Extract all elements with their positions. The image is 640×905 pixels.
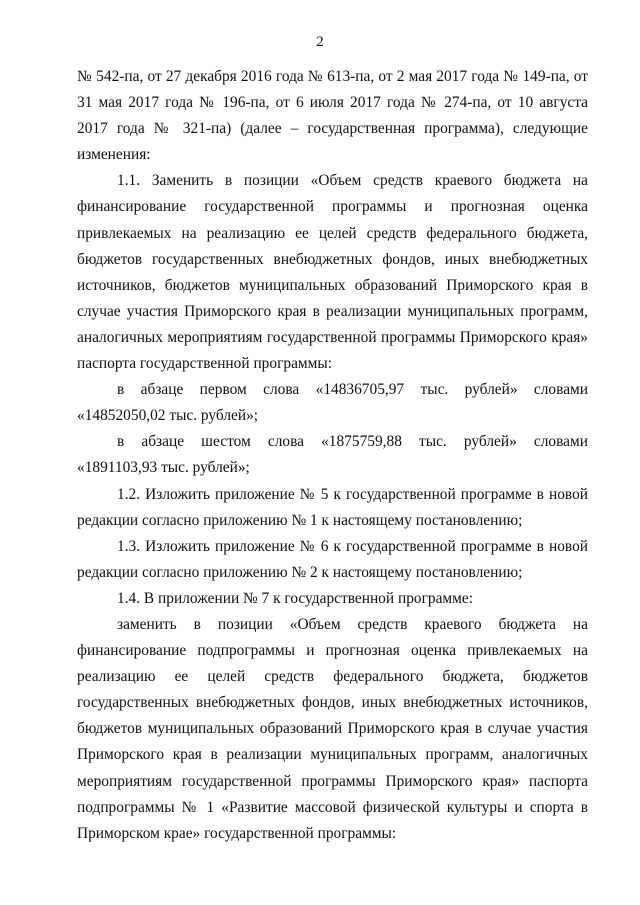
- document-body: [77, 64, 588, 847]
- text-line: финансирование подпрограммы и прогнозная оценка привлекаемых на: [77, 642, 588, 660]
- text-line: «1891103,93 тыс. рублей»;: [77, 459, 250, 477]
- text-line: источников, бюджетов муниципальных образований Приморского края в: [77, 276, 588, 294]
- text-line: Приморском крае» государственной программы:: [77, 824, 397, 842]
- text-line: случае участия Приморского края в реализации муниципальных программ,: [77, 302, 588, 320]
- text-line: 1.2. Изложить приложение № 5 к государственной программе в новой: [117, 485, 588, 503]
- text-line: реализацию ее целей средств федерального бюджета, бюджетов: [77, 668, 588, 686]
- text-line: заменить в позиции «Объем средств краевого бюджета на: [117, 615, 588, 633]
- text-line: 1.1. Заменить в позиции «Объем средств краевого бюджета на: [117, 172, 588, 190]
- text-line: финансирование государственной программы и прогнозная оценка: [77, 198, 588, 216]
- text-line: мероприятиям государственной программы Приморского края» паспорта: [77, 772, 588, 790]
- text-line: 2017 года № 321-па) (далее – государственная программа), следующие: [77, 120, 588, 138]
- text-line: изменения:: [77, 146, 151, 164]
- text-line: подпрограммы № 1 «Развитие массовой физической культуры и спорта в: [77, 798, 588, 816]
- text-line: привлекаемых на реализацию ее целей средств федерального бюджета,: [77, 224, 588, 242]
- text-line: Приморского края в реализации муниципальных программ, аналогичных: [77, 746, 588, 764]
- text-line: паспорта государственной программы:: [77, 355, 333, 373]
- text-line: в абзаце шестом слова «1875759,88 тыс. рублей» словами: [117, 433, 588, 451]
- text-line: 1.4. В приложении № 7 к государственной программе:: [117, 589, 474, 607]
- text-line: бюджетов государственных внебюджетных фондов, иных внебюджетных: [77, 250, 588, 268]
- text-line: № 542-па, от 27 декабря 2016 года № 613-па, от 2 мая 2017 года № 149-па, от: [77, 68, 588, 85]
- text-line: бюджетов муниципальных образований Приморского края в случае участия: [77, 720, 588, 738]
- text-line: в абзаце первом слова «14836705,97 тыс. рублей» словами: [117, 381, 588, 399]
- text-line: 31 мая 2017 года № 196-па, от 6 июля 2017 года № 274-па, от 10 августа: [77, 94, 588, 112]
- text-line: аналогичных мероприятиям государственной программы Приморского края»: [77, 328, 588, 346]
- text-line: редакции согласно приложению № 1 к настоящему постановлению;: [77, 511, 523, 529]
- text-line: государственных внебюджетных фондов, иных внебюджетных источников,: [77, 694, 588, 712]
- page-number: 2: [316, 34, 324, 50]
- text-line: «14852050,02 тыс. рублей»;: [77, 407, 259, 425]
- text-line: 1.3. Изложить приложение № 6 к государственной программе в новой: [117, 537, 588, 555]
- text-line: редакции согласно приложению № 2 к настоящему постановлению;: [77, 563, 523, 581]
